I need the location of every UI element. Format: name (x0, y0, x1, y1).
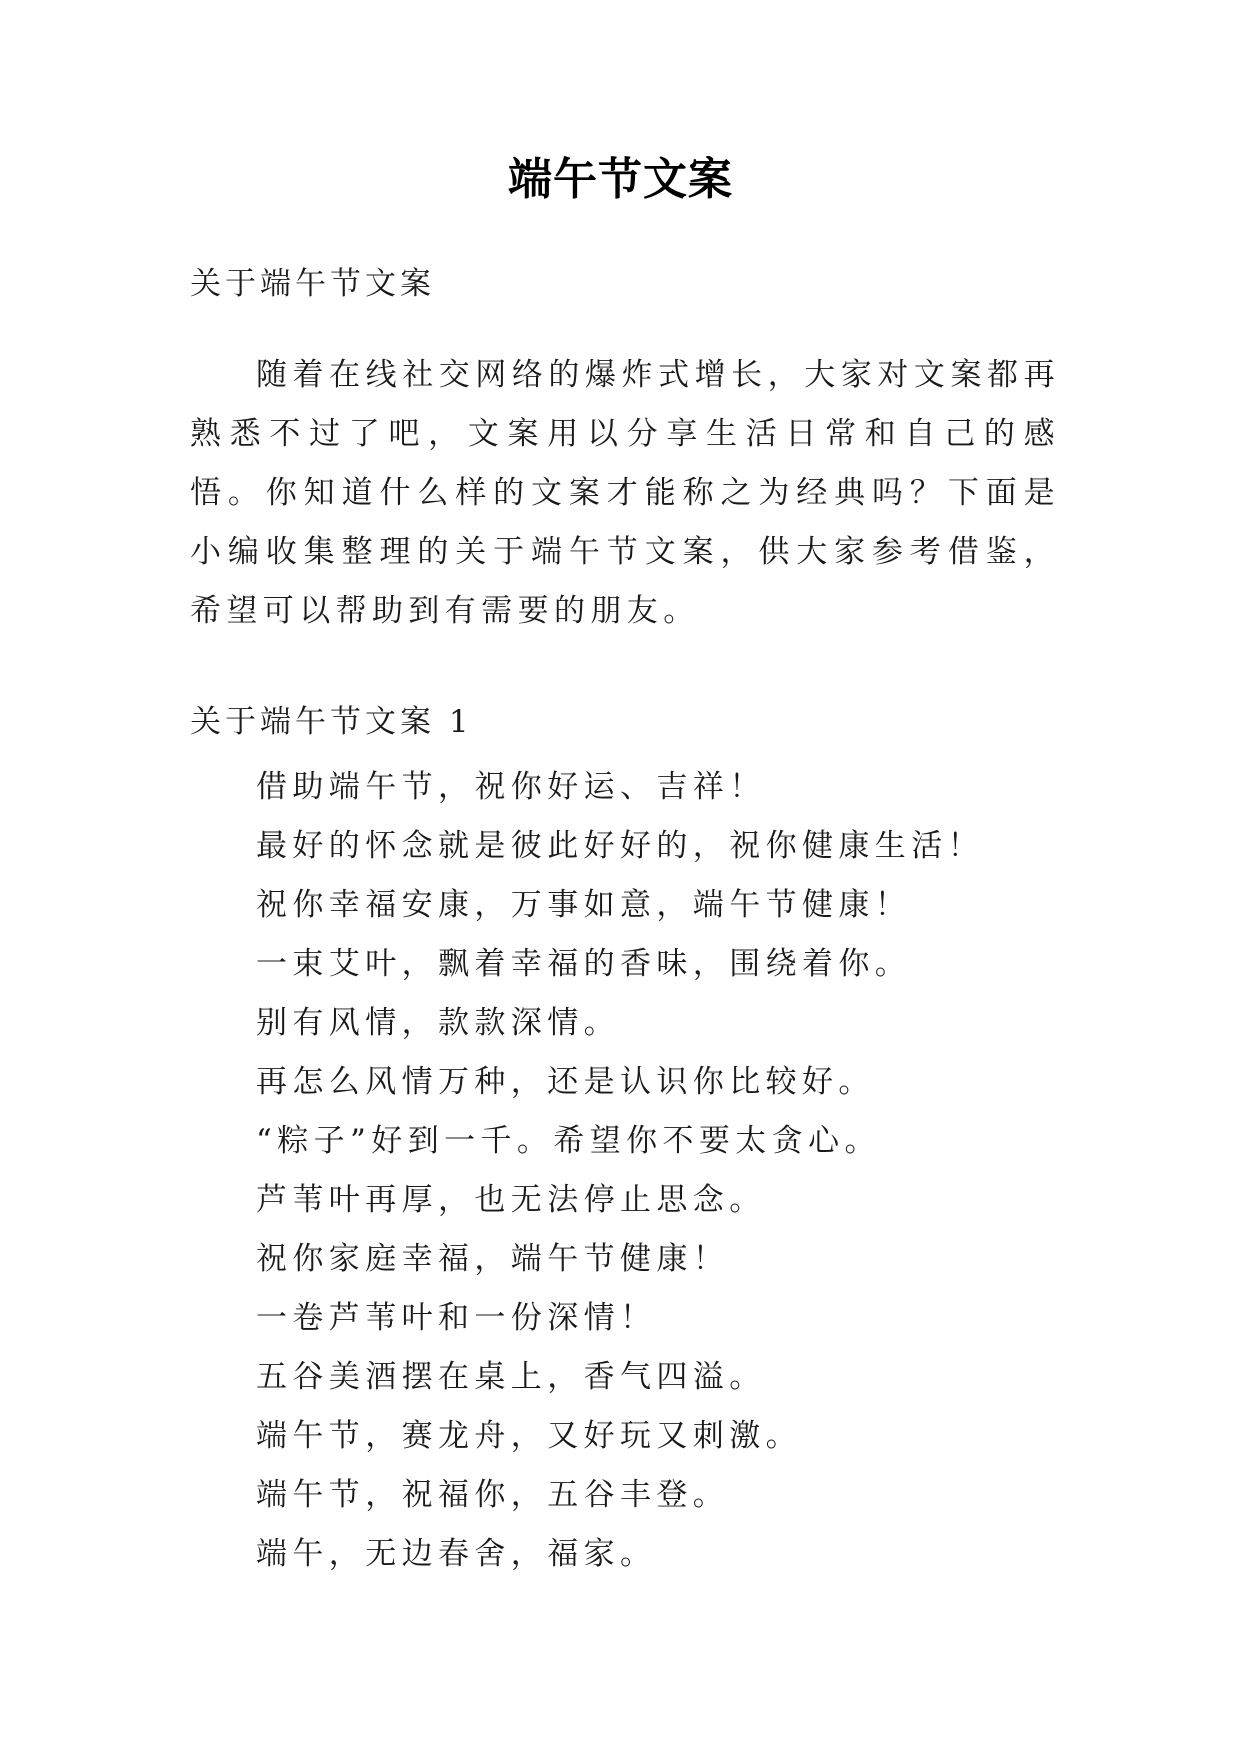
section-1-line: “粽子”好到一千。希望你不要太贪心。 (256, 1123, 881, 1159)
section-1-line: 再怎么风情万种，还是认识你比较好。 (256, 1064, 875, 1100)
section-1-line: 一束艾叶，飘着幸福的香味，围绕着你。 (256, 946, 912, 982)
section-1-line: 端午节，赛龙舟，又好玩又刺激。 (256, 1418, 802, 1454)
section-1-line: 芦苇叶再厚，也无法停止思念。 (256, 1182, 766, 1218)
section-1-line: 端午节，祝福你，五谷丰登。 (256, 1477, 730, 1513)
section-1-line: 一卷芦苇叶和一份深情！ (256, 1300, 657, 1336)
section-1-line: 最好的怀念就是彼此好好的，祝你健康生活！ (256, 828, 984, 864)
section-1-line: 端午，无边春舍，福家。 (256, 1536, 657, 1572)
section-1-lines (256, 758, 1056, 1584)
section-1-line: 祝你幸福安康，万事如意，端午节健康！ (256, 887, 912, 923)
intro-heading: 关于端午节文案 (190, 266, 435, 302)
document-title: 端午节文案 (508, 154, 733, 205)
section-1-line: 借助端午节，祝你好运、吉祥！ (256, 769, 766, 805)
intro-paragraph: 随着在线社交网络的爆炸式增长，大家对文案都再熟悉不过了吧，文案用以分享生活日常和自己的感悟。你知道什么样的文案才能称之为经典吗？下面是小编收集整理的关于端午节文案，供大家参考借鉴，希望可以帮助到有需要的朋友。 (190, 357, 1060, 629)
section-1-heading: 关于端午节文案 1 (190, 704, 473, 740)
section-1-line: 祝你家庭幸福，端午节健康！ (256, 1241, 730, 1277)
section-1-line: 别有风情，款款深情。 (256, 1005, 620, 1041)
section-1-line: 五谷美酒摆在桌上，香气四溢。 (256, 1359, 766, 1395)
